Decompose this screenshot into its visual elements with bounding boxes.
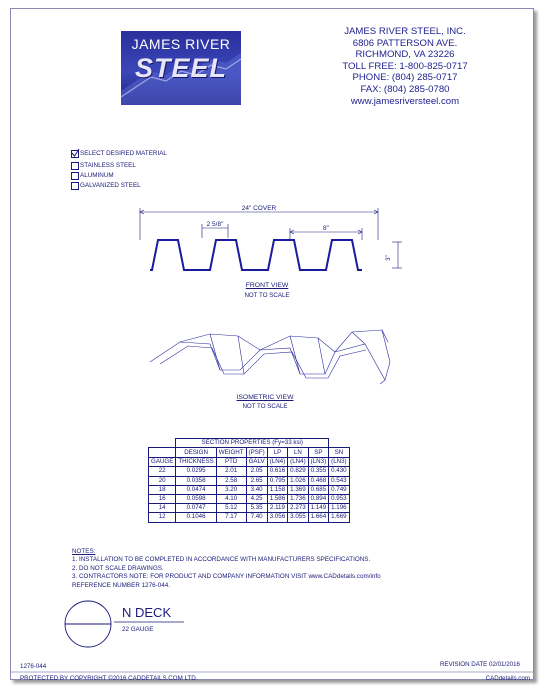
table-cell: 0.355 — [308, 467, 328, 476]
table-cell: 1.196 — [329, 504, 349, 513]
header-cell: THICKNESS — [176, 458, 216, 467]
front-view-drawing — [130, 200, 410, 280]
table-cell: 0.894 — [308, 494, 328, 503]
isometric-view-title: ISOMETRIC VIEW — [236, 394, 294, 401]
table-cell: 1.669 — [329, 513, 349, 522]
note-line: 1. INSTALLATION TO BE COMPLETED IN ACCORDANCE WITH MANUFACTURERS SPECIFICATIONS. — [72, 556, 371, 564]
table-cell: 12 — [149, 513, 176, 522]
table-header-row-top — [149, 448, 350, 458]
table-cell: 0.1046 — [176, 513, 216, 522]
site-link[interactable]: CADdetails.com — [485, 675, 530, 682]
table-row — [149, 467, 350, 476]
notes-section — [72, 548, 381, 590]
table-row — [149, 494, 350, 503]
table-cell: 4.25 — [246, 494, 267, 503]
table-row — [149, 485, 350, 494]
aluminum-label: ALUMINUM — [80, 172, 114, 179]
title-block-circle — [62, 598, 114, 650]
table-cell: 2.05 — [246, 467, 267, 476]
company-toll-free: TOLL FREE: 1-800-825-0717 — [342, 60, 468, 72]
front-view-title: FRONT VIEW — [245, 282, 289, 289]
header-cell: (PSF) — [246, 448, 267, 458]
table-cell: 1.158 — [267, 485, 287, 494]
table-cell: 0.685 — [308, 485, 328, 494]
table-cell: 0.953 — [329, 494, 349, 503]
deck-profile — [150, 240, 362, 270]
note-line: REFERENCE NUMBER 1276-044. — [72, 581, 170, 589]
table-corner-right — [329, 439, 349, 448]
cover-dimension-label: 24" COVER — [241, 205, 277, 212]
aluminum-checkbox[interactable] — [71, 172, 79, 180]
table-cell: 3.40 — [246, 485, 267, 494]
header-cell: WEIGHT — [216, 448, 246, 458]
logo-line1: JAMES RIVER — [131, 36, 231, 52]
stainless-steel-label: STAINLESS STEEL — [80, 162, 136, 169]
galvanized-steel-label: GALVANIZED STEEL — [80, 182, 141, 189]
table-cell: 3.056 — [267, 513, 287, 522]
table-cell: 16 — [149, 494, 176, 503]
table-cell: 2.58 — [216, 476, 246, 485]
front-view-subtitle: NOT TO SCALE — [244, 292, 290, 299]
table-cell: 0.749 — [329, 485, 349, 494]
title-underline — [114, 620, 184, 624]
table-cell: 5.35 — [246, 504, 267, 513]
logo-line2: STEEL — [134, 53, 227, 83]
galvanized-steel-checkbox[interactable] — [71, 182, 79, 190]
revision-date: REVISION DATE 02/01/2016 — [439, 661, 520, 668]
select-material-checkbox[interactable] — [71, 150, 79, 158]
pitch-dimension-label: 8" — [323, 225, 329, 232]
table-cell: 5.12 — [216, 504, 246, 513]
header-cell: GAUGE — [149, 458, 176, 467]
table-corner — [149, 439, 176, 448]
notes-heading: NOTES: — [72, 548, 96, 555]
table-cell: 0.0747 — [176, 504, 216, 513]
table-cell: 2.119 — [267, 504, 287, 513]
table-cell: 0.430 — [329, 467, 349, 476]
drawing-number: 1276-044 — [20, 663, 47, 670]
table-cell: 4.10 — [216, 494, 246, 503]
table-cell: 1.369 — [288, 485, 308, 494]
table-cell: 0.543 — [329, 476, 349, 485]
table-row — [149, 476, 350, 485]
table-cell: 20 — [149, 476, 176, 485]
table-cell: 2.65 — [246, 476, 267, 485]
table-cell: 22 — [149, 467, 176, 476]
company-website: www.jamesriversteel.com — [350, 95, 460, 107]
isometric-view-drawing — [140, 322, 400, 392]
table-cell: 3.20 — [216, 485, 246, 494]
header-cell: SP — [308, 448, 328, 458]
table-cell: 0.829 — [288, 467, 308, 476]
company-address1: 6806 PATTERSON AVE. — [352, 37, 458, 49]
header-cell: GALV — [246, 458, 267, 467]
table-header-row-bottom — [149, 458, 350, 467]
header-cell: LN — [288, 448, 308, 458]
table-cell: 1.664 — [308, 513, 328, 522]
company-address2: RICHMOND, VA 23226 — [355, 49, 455, 61]
header-cell: (LN3) — [329, 458, 349, 467]
table-cell: 0.616 — [267, 467, 287, 476]
table-cell: 0.0358 — [176, 476, 216, 485]
table-cell: 7.17 — [216, 513, 246, 522]
company-phone: PHONE: (804) 285-0717 — [352, 72, 458, 84]
table-row — [149, 513, 350, 522]
stainless-steel-checkbox[interactable] — [71, 162, 79, 170]
header-cell — [149, 448, 176, 458]
table-body — [149, 467, 350, 522]
select-material-label: SELECT DESIRED MATERIAL — [80, 150, 167, 157]
header-cell: (LN4) — [267, 458, 287, 467]
table-cell: 1.586 — [267, 494, 287, 503]
table-cell: 0.0598 — [176, 494, 216, 503]
table-row — [149, 504, 350, 513]
header-cell: SN — [329, 448, 349, 458]
company-logo — [121, 31, 241, 105]
table-cell: 1.736 — [288, 494, 308, 503]
table-cell: 3.055 — [288, 513, 308, 522]
table-cell: 0.0474 — [176, 485, 216, 494]
note-line: 2. DO NOT SCALE DRAWINGS. — [72, 564, 164, 572]
product-name: N DECK — [122, 605, 172, 620]
header-cell: PTD — [216, 458, 246, 467]
footer-divider — [10, 671, 533, 673]
table-cell: 2.273 — [288, 504, 308, 513]
header-cell: LP — [267, 448, 287, 458]
table-title: SECTION PROPERTIES (Fy=33 ksi) — [176, 439, 329, 448]
table-cell: 2.01 — [216, 467, 246, 476]
section-properties-table — [148, 438, 350, 523]
table-cell: 0.0295 — [176, 467, 216, 476]
product-gauge: 22 GAUGE — [122, 626, 154, 633]
company-name: JAMES RIVER STEEL, INC. — [344, 26, 466, 37]
depth-dimension-label: 3" — [386, 255, 392, 261]
header-cell: DESIGN — [176, 448, 216, 458]
rib-dimension-label: 2 5/8" — [206, 221, 224, 228]
note-line: 3. CONTRACTORS NOTE: FOR PRODUCT AND COMPANY INFORMATION VISIT www.CADdetails.com/info — [72, 573, 381, 581]
copyright-text: PROTECTED BY COPYRIGHT ©2016 CADDETAILS.COM LTD. — [20, 675, 198, 682]
header-cell: (LN4) — [288, 458, 308, 467]
table-cell: 0.468 — [308, 476, 328, 485]
isometric-view-subtitle: NOT TO SCALE — [242, 403, 288, 410]
table-cell: 18 — [149, 485, 176, 494]
header-cell: (LN3) — [308, 458, 328, 467]
table-cell: 1.026 — [288, 476, 308, 485]
table-cell: 0.795 — [267, 476, 287, 485]
table-cell: 1.149 — [308, 504, 328, 513]
company-info — [300, 26, 510, 107]
table-cell: 14 — [149, 504, 176, 513]
company-fax: FAX: (804) 285-0780 — [360, 83, 450, 95]
checkmark-icon — [71, 148, 80, 157]
table-cell: 7.40 — [246, 513, 267, 522]
